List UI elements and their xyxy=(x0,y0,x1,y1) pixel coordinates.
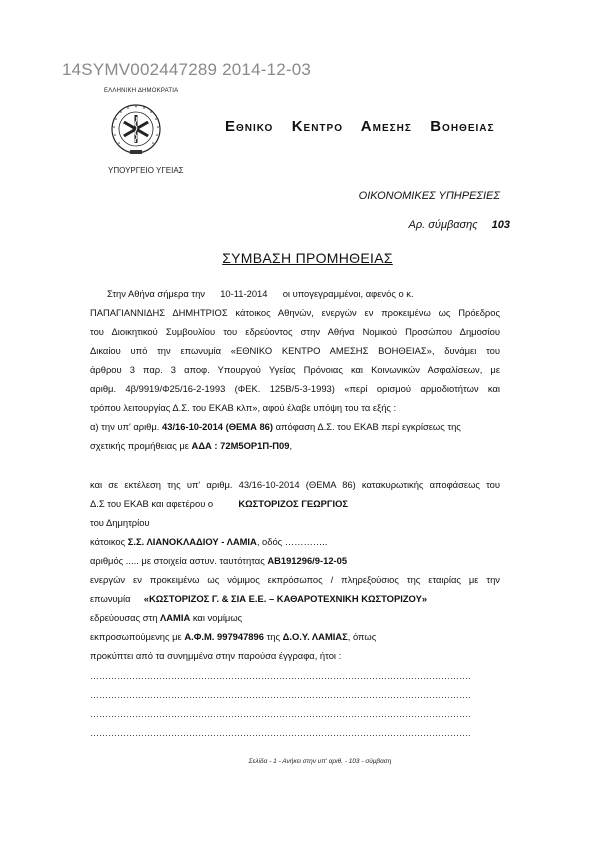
intro-text-a: Στην Αθήνα σήμερα την xyxy=(107,288,205,299)
decision-ref: 43/16-10-2014 (ΘΕΜΑ 86) xyxy=(162,421,274,432)
page-footer: Σελίδα - 1 - Ανήκει στην υπ' αριθ. - 103 - σύμβαση xyxy=(248,758,392,765)
text-segment: εδρεύουσας στη xyxy=(90,612,158,623)
document-title: ΣΥΜΒΑΣΗ ΠΡΟΜΗΘΕΙΑΣ xyxy=(222,250,393,266)
agency-initial-3: Α xyxy=(360,118,373,135)
republic-label: ΕΛΛΗΝΙΚΗ ΔΗΜΟΚΡΑΤΙΑ xyxy=(104,88,179,94)
agency-initial-1: Ε xyxy=(225,118,237,135)
agency-rest-2: ΕΝΤΡΟ xyxy=(303,123,343,134)
text-line: άρθρου 3 παρ. 3 αποφ. Υπουργού Υγείας Πρόνοιας και Κοινωνικών Ασφαλίσεων, με xyxy=(90,364,500,375)
company-name: «ΚΩΣΤΟΡΙΖΟΣ Γ. & ΣΙΑ Ε.Ε. – ΚΑΘΑΡΟΤΕΧΝΙΚΗ ΚΩΣΤΟΡΙΖΟΥ» xyxy=(143,593,428,604)
contract-number-line xyxy=(380,219,510,231)
ministry-label: ΥΠΟΥΡΓΕΙΟ ΥΓΕΙΑΣ xyxy=(108,166,184,175)
text-segment: εκπροσωπούμενης με xyxy=(90,631,182,642)
company-line xyxy=(90,593,500,605)
text-line: ΠΑΠΑΓΙΑΝΝΙΔΗΣ ΔΗΜΗΤΡΙΟΣ κάτοικος Αθηνών, ενεργών εν προκειμένω ως Πρόεδρος xyxy=(90,307,500,318)
seat-line xyxy=(90,612,500,624)
text-segment: , όπως xyxy=(347,631,377,642)
intro-text-b: οι υπογεγραμμένοι, αφενός ο κ. xyxy=(282,288,414,299)
id-number: ΑΒ191296/9-12-05 xyxy=(267,555,348,566)
text-line: του Διοικητικού Συμβουλίου του εδρεύοντος στην Αθήνα Νομικού Προσώπου Δημοσίου xyxy=(90,326,500,337)
text-segment: , οδός ………….. xyxy=(256,536,328,547)
ada-code: ΑΔΑ : 72Μ5ΟΡ1Π-Π09 xyxy=(191,440,290,451)
text-line: και σε εκτέλεση της υπ' αριθμ. 43/16-10-2014 (ΘΕΜΑ 86) κατακυρωτικής αποφάσεως του xyxy=(90,479,500,490)
company-seat: ΛΑΜΙΑ xyxy=(160,612,191,623)
residence-line xyxy=(90,536,500,548)
text-line: τρόπου λειτουργίας Δ.Σ. του ΕΚΑΒ κλπ», αφού έλαβε υπόψη του τα εξής : xyxy=(90,402,397,413)
decision-line xyxy=(90,421,500,433)
text-segment: Δ.Σ του ΕΚΑΒ και αφετέρου ο xyxy=(90,498,214,509)
text-line: προκύπτει από τα συνημμένα στην παρούσα έγγραφα, ήτοι : xyxy=(90,650,342,661)
ekav-logo-icon xyxy=(110,99,162,163)
text-segment: , xyxy=(289,440,293,451)
ada-stamp: 14SYMV002447289 2014-12-03 xyxy=(62,60,312,79)
id-line xyxy=(90,555,500,567)
tax-id: Α.Φ.Μ. 997947896 xyxy=(184,631,264,642)
text-segment: της xyxy=(266,631,280,642)
text-line: Δικαίου υπό την επωνυμία «ΕΘΝΙΚΟ ΚΕΝΤΡΟ ΑΜΕΣΗΣ ΒΟΗΘΕΙΑΣ», δυνάμει του xyxy=(90,345,500,356)
contract-number: 103 xyxy=(491,219,510,231)
dotted-line: ………………………………………………………………………………………………………………. xyxy=(90,690,471,700)
agency-initial-4: Β xyxy=(430,118,443,135)
agency-title xyxy=(225,118,495,135)
department-label: ΟΙΚΟΝΟΜΙΚΕΣ ΥΠΗΡΕΣΙΕΣ xyxy=(358,190,500,202)
agency-rest-4: ΟΗΘΕΙΑΣ xyxy=(442,123,495,134)
dotted-line: ………………………………………………………………………………………………………………. xyxy=(90,709,471,719)
ada-line xyxy=(90,440,500,452)
text-segment: κάτοικος xyxy=(90,536,126,547)
text-line: αριθμ. 4β/9919/Φ25/16-2-1993 (ΦΕΚ. 125Β/5-3-1993) «περί ορισμού αρμοδιοτήτων και xyxy=(90,383,500,394)
text-segment: και νομίμως xyxy=(192,612,243,623)
text-segment: επωνυμία xyxy=(90,593,131,604)
text-segment: σχετικής προμήθειας με xyxy=(90,440,189,451)
text-line: ενεργών εν προκειμένω ως νόμιμος εκπρόσωπος / πληρεξούσιος της εταιρίας με την xyxy=(90,574,500,585)
intro-date: 10-11-2014 xyxy=(220,288,268,299)
text-segment: απόφαση Δ.Σ. του ΕΚΑΒ περί εγκρίσεως της xyxy=(275,421,461,432)
text-segment: αριθμός ..... με στοιχεία αστυν. ταυτότητας xyxy=(90,555,265,566)
tax-line xyxy=(90,631,500,643)
supplier-line xyxy=(90,498,500,510)
contract-number-label: Αρ. σύμβασης xyxy=(408,219,478,231)
agency-rest-1: ΘΝΙΚΟ xyxy=(236,123,274,134)
supplier-name: ΚΩΣΤΟΡΙΖΟΣ ΓΕΩΡΓΙΟΣ xyxy=(238,498,349,509)
dotted-line: ………………………………………………………………………………………………………………. xyxy=(90,671,471,681)
text-line: του Δημητρίου xyxy=(90,517,150,528)
agency-rest-3: ΜΕΣΗΣ xyxy=(372,123,412,134)
agency-initial-2: Κ xyxy=(291,118,304,135)
residence: Σ.Σ. ΛΙΑΝΟΚΛΑΔΙΟΥ - ΛΑΜΙΑ xyxy=(127,536,257,547)
text-segment: α) την υπ' αριθμ. xyxy=(90,421,160,432)
tax-office: Δ.Ο.Υ. ΛΑΜΙΑΣ xyxy=(282,631,348,642)
dotted-line: ………………………………………………………………………………………………………………. xyxy=(90,728,471,738)
intro-line xyxy=(107,288,500,300)
